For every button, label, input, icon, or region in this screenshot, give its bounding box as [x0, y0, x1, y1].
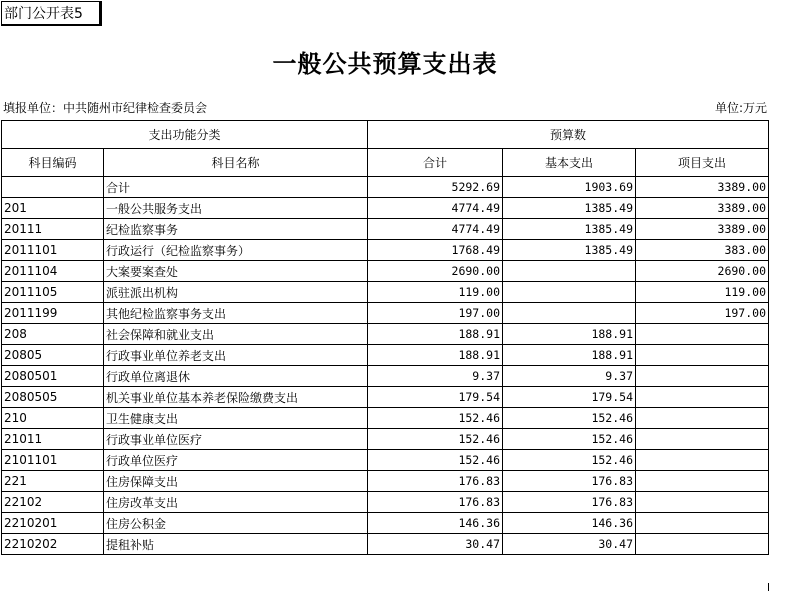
- table-row: [2, 534, 769, 555]
- cell-code: 201: [2, 198, 104, 219]
- cell-project: 3389.00: [636, 219, 769, 240]
- cell-name: 派驻派出机构: [104, 282, 368, 303]
- header-row-group: [2, 121, 769, 149]
- cell-total: 152.46: [368, 408, 503, 429]
- header-code: 科目编码: [2, 149, 104, 177]
- cell-basic: 1903.69: [503, 177, 636, 198]
- table-row: [2, 366, 769, 387]
- cell-project: [636, 324, 769, 345]
- cell-total: 1768.49: [368, 240, 503, 261]
- cell-name: 一般公共服务支出: [104, 198, 368, 219]
- table-row: [2, 471, 769, 492]
- cell-basic: 30.47: [503, 534, 636, 555]
- cell-total: 30.47: [368, 534, 503, 555]
- header-project: 项目支出: [636, 149, 769, 177]
- table-row: [2, 345, 769, 366]
- cell-basic: 152.46: [503, 450, 636, 471]
- cell-code: 2080505: [2, 387, 104, 408]
- table-row: [2, 219, 769, 240]
- cell-name: 行政事业单位医疗: [104, 429, 368, 450]
- cell-project: [636, 492, 769, 513]
- cell-basic: 179.54: [503, 387, 636, 408]
- table-row: [2, 408, 769, 429]
- cell-project: 197.00: [636, 303, 769, 324]
- cell-code: 2011199: [2, 303, 104, 324]
- cell-basic: 176.83: [503, 492, 636, 513]
- cell-code: 20111: [2, 219, 104, 240]
- cell-basic: 9.37: [503, 366, 636, 387]
- cell-total: 188.91: [368, 345, 503, 366]
- cell-total: 2690.00: [368, 261, 503, 282]
- cell-basic: 1385.49: [503, 198, 636, 219]
- cell-basic: [503, 303, 636, 324]
- table-row: [2, 513, 769, 534]
- table-row: [2, 282, 769, 303]
- header-budget-amount: 预算数: [368, 121, 769, 149]
- cell-total: 197.00: [368, 303, 503, 324]
- cell-total: 176.83: [368, 471, 503, 492]
- budget-table: [1, 120, 769, 555]
- cell-name: 行政事业单位养老支出: [104, 345, 368, 366]
- cell-code: 2080501: [2, 366, 104, 387]
- cell-project: [636, 387, 769, 408]
- cell-basic: 152.46: [503, 408, 636, 429]
- cell-basic: [503, 261, 636, 282]
- cell-name: 行政运行（纪检监察事务）: [104, 240, 368, 261]
- cell-total: 188.91: [368, 324, 503, 345]
- cell-total: 119.00: [368, 282, 503, 303]
- cell-total: 152.46: [368, 450, 503, 471]
- cell-project: 2690.00: [636, 261, 769, 282]
- cell-code: [2, 177, 104, 198]
- cell-total: 4774.49: [368, 219, 503, 240]
- cell-total: 146.36: [368, 513, 503, 534]
- table-row: [2, 450, 769, 471]
- cell-code: 2011105: [2, 282, 104, 303]
- table-row: [2, 492, 769, 513]
- cell-code: 20805: [2, 345, 104, 366]
- cell-project: 119.00: [636, 282, 769, 303]
- cell-name: 纪检监察事务: [104, 219, 368, 240]
- cell-code: 22102: [2, 492, 104, 513]
- cell-basic: 188.91: [503, 324, 636, 345]
- header-name: 科目名称: [104, 149, 368, 177]
- cell-name: 行政单位医疗: [104, 450, 368, 471]
- cell-name: 住房公积金: [104, 513, 368, 534]
- header-function-class: 支出功能分类: [2, 121, 368, 149]
- cell-project: [636, 366, 769, 387]
- cell-code: 2011101: [2, 240, 104, 261]
- header-row-columns: [2, 149, 769, 177]
- page-title: 一般公共预算支出表: [272, 49, 498, 78]
- cell-basic: 176.83: [503, 471, 636, 492]
- cell-basic: 146.36: [503, 513, 636, 534]
- cell-name: 其他纪检监察事务支出: [104, 303, 368, 324]
- table-row: [2, 198, 769, 219]
- table-row: [2, 177, 769, 198]
- cell-total: 179.54: [368, 387, 503, 408]
- table-row: [2, 303, 769, 324]
- cell-project: [636, 513, 769, 534]
- cell-project: [636, 429, 769, 450]
- table-row: [2, 387, 769, 408]
- sheet-tab[interactable]: 部门公开表5: [1, 1, 102, 26]
- cell-project: 3389.00: [636, 177, 769, 198]
- cell-code: 2101101: [2, 450, 104, 471]
- cell-basic: 1385.49: [503, 219, 636, 240]
- cell-name: 提租补贴: [104, 534, 368, 555]
- cell-name: 合计: [104, 177, 368, 198]
- table-row: [2, 240, 769, 261]
- cell-project: 383.00: [636, 240, 769, 261]
- cell-basic: 188.91: [503, 345, 636, 366]
- cell-name: 行政单位离退休: [104, 366, 368, 387]
- cell-total: 4774.49: [368, 198, 503, 219]
- cell-total: 9.37: [368, 366, 503, 387]
- cell-name: 住房保障支出: [104, 471, 368, 492]
- cell-code: 208: [2, 324, 104, 345]
- table-row: [2, 261, 769, 282]
- cell-basic: 1385.49: [503, 240, 636, 261]
- header-total: 合计: [368, 149, 503, 177]
- table-row: [2, 324, 769, 345]
- table-row: [2, 429, 769, 450]
- header-basic: 基本支出: [503, 149, 636, 177]
- cell-total: 176.83: [368, 492, 503, 513]
- currency-unit: 单位:万元: [714, 101, 767, 115]
- cell-name: 机关事业单位基本养老保险缴费支出: [104, 387, 368, 408]
- cell-project: [636, 534, 769, 555]
- cell-name: 大案要案查处: [104, 261, 368, 282]
- cell-code: 221: [2, 471, 104, 492]
- cell-basic: 152.46: [503, 429, 636, 450]
- cell-name: 住房改革支出: [104, 492, 368, 513]
- cell-project: [636, 450, 769, 471]
- cell-code: 2210202: [2, 534, 104, 555]
- cell-code: 21011: [2, 429, 104, 450]
- table-edge: [768, 583, 769, 591]
- cell-project: [636, 408, 769, 429]
- cell-basic: [503, 282, 636, 303]
- cell-project: 3389.00: [636, 198, 769, 219]
- cell-total: 5292.69: [368, 177, 503, 198]
- cell-code: 210: [2, 408, 104, 429]
- reporting-unit: 填报单位：中共随州市纪律检查委员会: [3, 101, 208, 115]
- cell-code: 2210201: [2, 513, 104, 534]
- cell-total: 152.46: [368, 429, 503, 450]
- cell-name: 社会保障和就业支出: [104, 324, 368, 345]
- cell-project: [636, 345, 769, 366]
- cell-name: 卫生健康支出: [104, 408, 368, 429]
- cell-project: [636, 471, 769, 492]
- cell-code: 2011104: [2, 261, 104, 282]
